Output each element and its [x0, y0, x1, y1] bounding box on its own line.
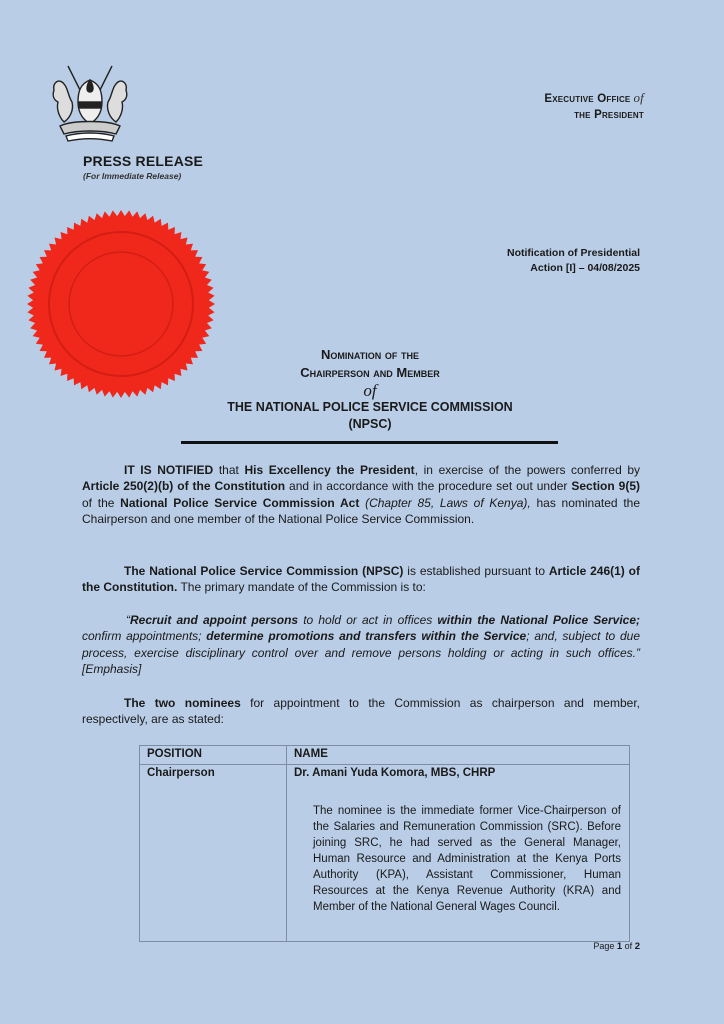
p1-text2: , in exercise of the powers conferred by — [414, 463, 641, 477]
p1-bold1: IT IS NOTIFIED — [124, 463, 214, 477]
nominees-table — [139, 745, 630, 942]
heading-of: of — [363, 381, 377, 400]
p4-text1: for appointment to the Commission as chairperson and member, respectively, are as stated: — [82, 696, 640, 727]
page-of: of — [624, 941, 633, 951]
heading-line1: Nomination of the — [321, 347, 419, 362]
p1-text3: and in accordance with the procedure set out under — [285, 479, 572, 494]
cell-empty — [140, 781, 287, 942]
p2-bold2: Article 246(1) of the Constitution. — [82, 564, 640, 595]
heading-line2: Chairperson and Member — [300, 365, 440, 380]
table-header-row — [140, 746, 630, 765]
p1-text4: of the — [82, 495, 121, 510]
page-current: 1 — [616, 941, 623, 952]
office-line2: the President — [574, 109, 644, 121]
quote-bold1: Recruit and appoint persons — [130, 613, 299, 627]
p1-italic1: (Chapter 85, Laws of Kenya), — [359, 495, 531, 510]
executive-office-label — [544, 90, 644, 123]
p2-text2: The primary mandate of the Commission is to: — [177, 580, 426, 595]
heading-line4: (NPSC) — [348, 417, 392, 431]
page-number — [593, 941, 640, 952]
p1-text1: that — [213, 463, 245, 477]
page-total: 2 — [634, 941, 640, 952]
column-header-name: NAME — [287, 746, 630, 765]
heading-line3: THE NATIONAL POLICE SERVICE COMMISSION — [227, 400, 513, 414]
paragraph-mandate — [82, 563, 640, 596]
notification-block — [507, 246, 640, 276]
quote-text1: to hold or act in offices — [298, 613, 438, 627]
quote-bold2: within the National Police Service; — [437, 613, 640, 627]
column-header-position: POSITION — [140, 746, 287, 765]
cell-description: The nominee is the immediate former Vice-Chairperson of the Salaries and Remuneration Commission (SRC). Before joining SRC, he had served as the General Manager, Human Resource and Administration at the Kenya Ports Authority (KPA), Assistant Commissioner, Human Resources at the Kenya Revenue Authority (KRA) and Member of the National General Wages Council. — [287, 781, 630, 942]
p1-bold3: Article 250(2)(b) of the Constitution — [82, 479, 286, 494]
table-row-detail — [140, 781, 630, 942]
paragraph-notification — [82, 462, 640, 528]
document-heading — [180, 346, 560, 433]
cell-position: Chairperson — [140, 765, 287, 782]
table-row — [140, 765, 630, 782]
p1-bold2: His Excellency the President — [244, 463, 415, 477]
paragraph-nominees — [82, 695, 640, 728]
page-word: Page — [593, 941, 615, 951]
mandate-quote — [82, 612, 640, 678]
cell-name: Dr. Amani Yuda Komora, MBS, CHRP — [287, 765, 630, 782]
p1-bold5: National Police Service Commission Act — [120, 495, 360, 510]
p1-bold4: Section 9(5) — [571, 479, 640, 494]
quote-bold3: determine promotions and transfers within the Service — [206, 629, 527, 644]
press-release-title: PRESS RELEASE — [83, 153, 204, 169]
quote-text3: ; and, subject to due process, exercise disciplinary control over and remove persons holding or acting in such offices.” [Emphasis] — [82, 629, 641, 677]
notification-line1: Notification of Presidential — [506, 247, 640, 259]
press-release-subtitle: (For Immediate Release) — [83, 171, 182, 181]
quote-open: “ — [126, 613, 130, 627]
coat-of-arms-icon — [46, 62, 134, 144]
office-of: of — [633, 90, 644, 105]
p1-text5: has nominated the Chairperson and one member of the National Police Service Commission. — [82, 495, 640, 527]
press-release-block — [83, 153, 203, 181]
p4-bold1: The two nominees — [124, 696, 241, 710]
notification-line2: Action [I] – 04/08/2025 — [530, 262, 640, 274]
quote-text2: confirm appointments; — [82, 629, 207, 644]
heading-rule — [181, 441, 558, 444]
p2-bold1: The National Police Service Commission (NPSC) — [124, 564, 404, 578]
office-line1: Executive Office — [544, 93, 631, 105]
p2-text1: is established pursuant to — [403, 564, 549, 578]
